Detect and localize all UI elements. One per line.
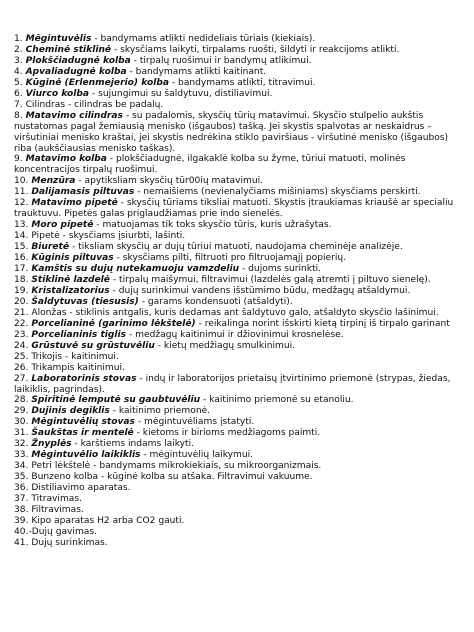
item-description: - bandymams atlikti nedideliais tūriais (kiekiais). — [91, 34, 316, 44]
list-item — [14, 34, 466, 45]
item-term: Mėgintuvėlis — [25, 34, 92, 44]
item-term: Menzūra — [31, 176, 76, 187]
list-item — [14, 450, 466, 461]
list-item — [14, 417, 466, 428]
item-term: Filtravimas. — [31, 504, 84, 515]
item-number: 36. — [14, 483, 32, 494]
item-term: Apvaliadugnė kolba — [25, 66, 127, 77]
item-description: - bandymams atlikti kaitinant. — [126, 66, 267, 77]
list-item — [14, 363, 466, 374]
document-body — [14, 34, 466, 549]
item-number: 3. — [14, 55, 26, 66]
item-number: 38. — [14, 504, 32, 515]
item-number: 31. — [14, 428, 32, 439]
item-description: - skysčiams laikyti, tirpalams ruošti, šildyti ir reakcijoms atlikti. — [111, 44, 400, 55]
item-term: Žnyplės — [31, 439, 72, 450]
list-item — [14, 231, 466, 242]
list-item — [14, 176, 466, 187]
item-description: - tirpalų maišymui, filtravimui (lazdelės galą atremti į piltuvo sienelę). — [109, 274, 431, 285]
item-term: Kūginis piltuvas — [31, 253, 114, 264]
item-number: 6. — [14, 88, 26, 99]
list-item — [14, 297, 466, 308]
item-description: - kietų medžiagų smulkinimui. — [154, 340, 296, 351]
list-item — [14, 308, 466, 319]
item-description: - kaitinimui. — [62, 351, 119, 362]
list-item — [14, 242, 466, 253]
item-description: - su padalomis, skysčių tūrių matavimui. Skysčio stulpelio aukštis nustatomas pagal žemiausią menisko (išgaubos) tašką. Jei skystis spalvotas ar neskaidrus – viršutiniai menisko kraštai, jei skystis nedrėkina stiklo paviršiaus - viršutinė menisko (išgaubos) riba (aukščiausias menisko taškas). — [14, 110, 449, 154]
item-description: - skysčiams įsiurbti, lašinti. — [59, 231, 186, 242]
list-item — [14, 78, 466, 89]
item-term: Šaukštas ir mentelė — [31, 428, 134, 439]
item-term: Dujinis degiklis — [31, 406, 110, 417]
item-description: - stiklinis antgalis, kuris dedamas ant šaldytuvo galo, atšaldyto skysčio lašinimui. — [66, 307, 439, 318]
item-description: - karštiems indams laikyti. — [71, 439, 195, 450]
item-description: - mėgintuvėlių laikymui. — [140, 450, 254, 461]
list-item — [14, 461, 466, 472]
list-item — [14, 253, 466, 264]
item-term: Bunzeno kolba — [31, 472, 99, 483]
list-item — [14, 264, 466, 275]
item-term: Cilindras — [25, 99, 66, 110]
list-item — [14, 67, 466, 78]
item-term: Trikojis — [31, 351, 63, 362]
item-term: Stiklinė lazdelė — [31, 274, 110, 285]
item-number: 33. — [14, 450, 32, 461]
item-term: Pipetė — [31, 231, 60, 242]
list-item — [14, 352, 466, 363]
item-term: Porcelianinis tiglis — [31, 329, 127, 340]
item-term: Titravimas. — [31, 494, 83, 505]
item-number: 40. — [14, 526, 29, 537]
item-term: Dujų surinkimas. — [31, 537, 108, 548]
item-number: 25. — [14, 351, 32, 362]
item-description: - cilindras be padalų. — [65, 99, 164, 110]
list-item — [14, 406, 466, 417]
item-term: Dalijamasis piltuvas — [31, 187, 135, 198]
item-number: 23. — [14, 329, 32, 340]
list-item — [14, 319, 466, 330]
item-description: - sujungimui su šaldytuvu, distiliavimui. — [89, 88, 273, 99]
item-term: Matavimo cilindras — [25, 110, 123, 121]
item-description: - tirpalų ruošimui ir bandymų atlikimui. — [130, 55, 312, 66]
item-description: - reikalinga norint išskirti kietą tirpinį iš tirpalo garinant — [195, 318, 450, 329]
item-description: - garams kondensuoti (atšaldyti). — [138, 296, 293, 307]
item-term: Moro pipetė — [31, 220, 94, 231]
item-number: 18. — [14, 274, 32, 285]
item-number: 21. — [14, 307, 32, 318]
item-term: Grūstuvė su grūstuvėliu — [31, 340, 155, 351]
list-item — [14, 154, 466, 176]
item-description: - bandymams mikrokiekiais, su mikroorganizmais. — [90, 461, 322, 472]
item-description: - kaitinimo priemonė. — [109, 406, 211, 417]
item-number: 9. — [14, 154, 26, 165]
item-number: 13. — [14, 220, 32, 231]
item-number: 30. — [14, 417, 32, 428]
item-number: 27. — [14, 373, 32, 384]
item-term: Trikampis — [31, 362, 75, 373]
item-number: 1. — [14, 34, 26, 44]
item-description: - dujų surinkimui vandens išstūmimo būdu, medžagų atšaldymui. — [109, 285, 411, 296]
list-item — [14, 505, 466, 516]
list-item — [14, 286, 466, 297]
item-number: 4. — [14, 66, 26, 77]
item-number: 39. — [14, 515, 32, 526]
item-description: - nemaišiems (nevienalyčiams mišiniams) skysčiams perskirti. — [134, 187, 421, 198]
item-term: Kūginė (Erlenmejerio) kolba — [25, 77, 169, 88]
item-description: - skysčiams pilti, filtruoti pro filtruojamąjį popierių. — [113, 253, 347, 264]
list-item — [14, 275, 466, 286]
item-description: - matuojamas tik toks skysčio tūris, kuris užrašytas. — [93, 220, 332, 231]
item-number: 29. — [14, 406, 32, 417]
item-description: - medžagų kaitinimui ir džiovinimui krosnelėse. — [126, 329, 344, 340]
list-item — [14, 428, 466, 439]
list-item — [14, 56, 466, 67]
item-number: 12. — [14, 198, 32, 209]
item-term: Petri lėkštelė — [31, 461, 91, 472]
item-term: Laboratorinis stovas — [31, 373, 137, 384]
item-number: 19. — [14, 285, 32, 296]
item-number: 10. — [14, 176, 32, 187]
item-description: - mėgintuvėliams įstatyti. — [134, 417, 255, 428]
item-number: 32. — [14, 439, 32, 450]
list-item — [14, 472, 466, 483]
item-term: Kamštis su dujų nutekamuoju vamzdeliu — [31, 264, 240, 275]
item-number: 28. — [14, 395, 32, 406]
item-term: Distiliavimo aparatas. — [31, 483, 131, 494]
list-item — [14, 527, 466, 538]
item-term: Cheminė stiklinė — [25, 44, 112, 55]
list-item — [14, 439, 466, 450]
item-description: - apytiksliam skysčių tūr00ių matavimui. — [75, 176, 264, 187]
list-item — [14, 100, 466, 111]
list-item — [14, 395, 466, 406]
item-term: Matavimo pipetė — [31, 198, 118, 209]
item-description: - kietoms ir birioms medžiagoms paimti. — [133, 428, 321, 439]
list-item — [14, 220, 466, 231]
list-item — [14, 538, 466, 549]
item-description: - dujoms surinkti. — [239, 264, 322, 275]
item-number: 26. — [14, 362, 32, 373]
list-item — [14, 330, 466, 341]
list-item — [14, 374, 466, 396]
list-item — [14, 483, 466, 494]
item-term: Šaldytuvas (tiesusis) — [31, 296, 139, 307]
item-number: 14. — [14, 231, 32, 242]
item-number: 15. — [14, 242, 32, 253]
item-number: 24. — [14, 340, 32, 351]
item-term: Biuretė — [31, 242, 70, 253]
item-term: Porcelianinė (garinimo lėkštelė) — [31, 318, 196, 329]
item-description: kaitinimui. — [74, 362, 125, 373]
item-number: 41. — [14, 537, 32, 548]
item-term: Spiritinė lemputė su gaubtuvėliu — [31, 395, 201, 406]
item-number: 2. — [14, 44, 26, 55]
item-description: - tiksliam skysčių ar dujų tūriui matuoti, naudojama cheminėje analizėje. — [69, 242, 403, 253]
item-number: 34. — [14, 461, 32, 472]
item-term: Plokščiadugnė kolba — [25, 55, 131, 66]
item-term: Alonžas — [31, 307, 67, 318]
list-item — [14, 494, 466, 505]
item-number: 5. — [14, 77, 26, 88]
item-number: 22. — [14, 318, 32, 329]
item-description: - plokščiadugnė, ilgakaklė kolba su žyme, tūriui matuoti, molinės koncentracijos tirpalų ruošimui. — [14, 154, 406, 176]
item-description: - kūginė kolba su atšaka. Filtravimui vakuume. — [98, 472, 313, 483]
item-description: - skysčių tūriams tiksliai matuoti. Skystis įtraukiamas kriaušė ar specialiu trauktuvu. Pipetės galas priglaudžiamas prie indo sienelės. — [14, 198, 454, 220]
item-term: -Dujų gavimas. — [28, 526, 98, 537]
item-description: - bandymams atlikti, titravimui. — [168, 77, 316, 88]
list-item — [14, 516, 466, 527]
item-term: Mėgintuvėlio laikiklis — [31, 450, 141, 461]
list-item — [14, 341, 466, 352]
list-item — [14, 89, 466, 100]
item-term: Viurco kolba — [25, 88, 90, 99]
item-term: Matavimo kolba — [25, 154, 107, 165]
item-description: - kaitinimo priemonė su etanoliu. — [200, 395, 354, 406]
list-item — [14, 187, 466, 198]
item-number: 37. — [14, 494, 32, 505]
item-term: Kipo aparatas H2 arba CO2 gauti. — [31, 515, 185, 526]
item-number: 16. — [14, 253, 32, 264]
item-term: Kristalizatorius — [31, 285, 110, 296]
item-number: 20. — [14, 296, 32, 307]
item-description: - indų ir laboratorijos prietaisų įtvirtinimo priemonė (strypas, žiedas, laikiklis, pagrindas). — [14, 373, 451, 395]
item-number: 35. — [14, 472, 32, 483]
list-item — [14, 198, 466, 220]
list-item — [14, 111, 466, 155]
item-term: Mėgintuvėlių stovas — [31, 417, 135, 428]
list-item — [14, 45, 466, 56]
item-number: 8. — [14, 110, 26, 121]
item-number: 17. — [14, 264, 32, 275]
item-number: 11. — [14, 187, 32, 198]
item-number: 7. — [14, 99, 26, 110]
